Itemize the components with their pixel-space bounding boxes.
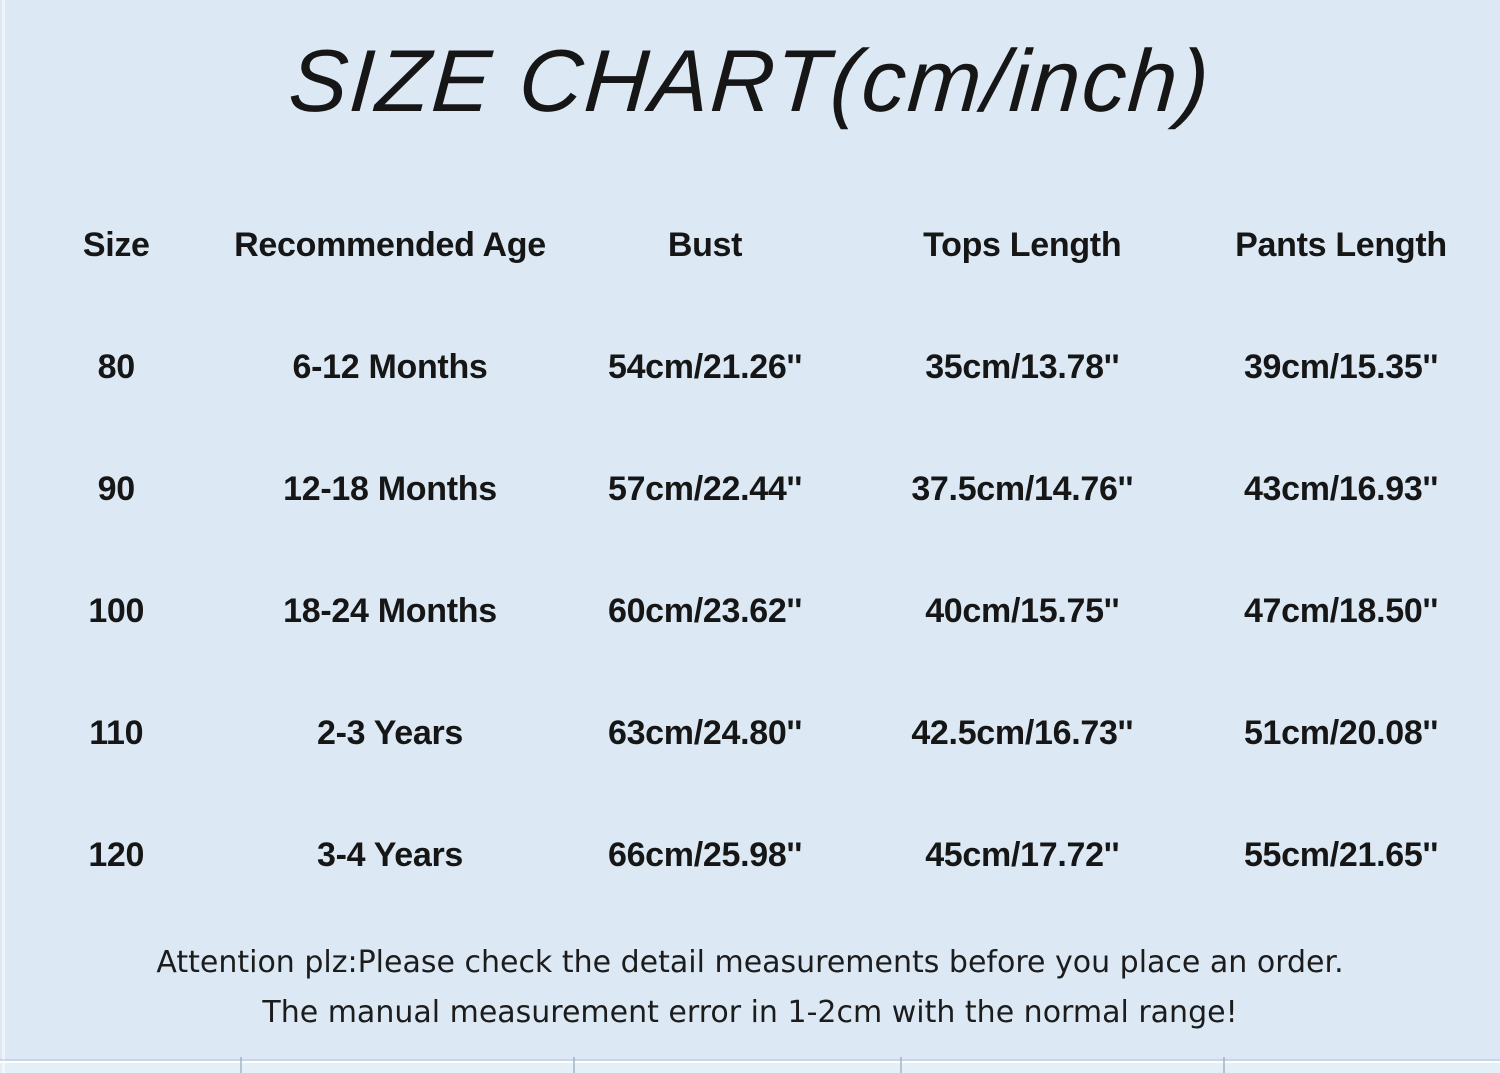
- size-table: [0, 184, 1500, 916]
- table-cell: 110: [89, 713, 144, 752]
- table-cell: 54cm/21.26'': [607, 347, 803, 386]
- table-cell: 43cm/16.93'': [1243, 469, 1439, 508]
- attention-note: [0, 938, 1500, 1038]
- table-cell: 63cm/24.80'': [607, 713, 803, 752]
- column-divider-tick: [573, 1057, 575, 1073]
- column-divider-tick: [900, 1057, 902, 1073]
- table-cell: 120: [88, 835, 145, 874]
- page-title: SIZE CHART(cm/inch): [285, 31, 1215, 130]
- table-cell: 55cm/21.65'': [1243, 835, 1439, 874]
- table-cell: 57cm/22.44'': [607, 469, 803, 508]
- table-cell: 45cm/17.72'': [925, 835, 1120, 874]
- column-divider-tick: [240, 1057, 242, 1073]
- attention-note-line2: The manual measurement error in 1-2cm with the normal range!: [262, 995, 1238, 1030]
- cropped-row-divider: [0, 1061, 1500, 1073]
- attention-note-line1: Attention plz:Please check the detail measurements before you place an order.: [156, 945, 1344, 980]
- cropped-left-border: [2, 0, 5, 1073]
- table-cell: 2-3 Years: [316, 713, 464, 752]
- table-cell: 18-24 Months: [283, 591, 497, 630]
- column-header-age: Recommended Age: [234, 225, 546, 264]
- table-cell: 90: [97, 469, 135, 508]
- table-cell: 3-4 Years: [316, 835, 464, 874]
- table-cell: 51cm/20.08'': [1243, 713, 1439, 752]
- column-divider-tick: [1223, 1057, 1225, 1073]
- table-cell: 37.5cm/14.76'': [911, 469, 1134, 508]
- table-cell: 66cm/25.98'': [607, 835, 803, 874]
- table-cell: 47cm/18.50'': [1243, 591, 1439, 630]
- table-cell: 80: [97, 347, 135, 386]
- table-cell: 40cm/15.75'': [925, 591, 1120, 630]
- table-cell: 39cm/15.35'': [1243, 347, 1439, 386]
- column-header-bust: Bust: [667, 225, 743, 264]
- column-header-tops-length: Tops Length: [923, 225, 1122, 264]
- column-header-pants-length: Pants Length: [1235, 225, 1447, 264]
- table-cell: 100: [88, 591, 145, 630]
- table-cell: 42.5cm/16.73'': [911, 713, 1134, 752]
- table-cell: 12-18 Months: [283, 469, 497, 508]
- column-header-size: Size: [82, 225, 150, 264]
- table-cell: 60cm/23.62'': [607, 591, 803, 630]
- table-cell: 6-12 Months: [292, 347, 488, 386]
- table-cell: 35cm/13.78'': [925, 347, 1120, 386]
